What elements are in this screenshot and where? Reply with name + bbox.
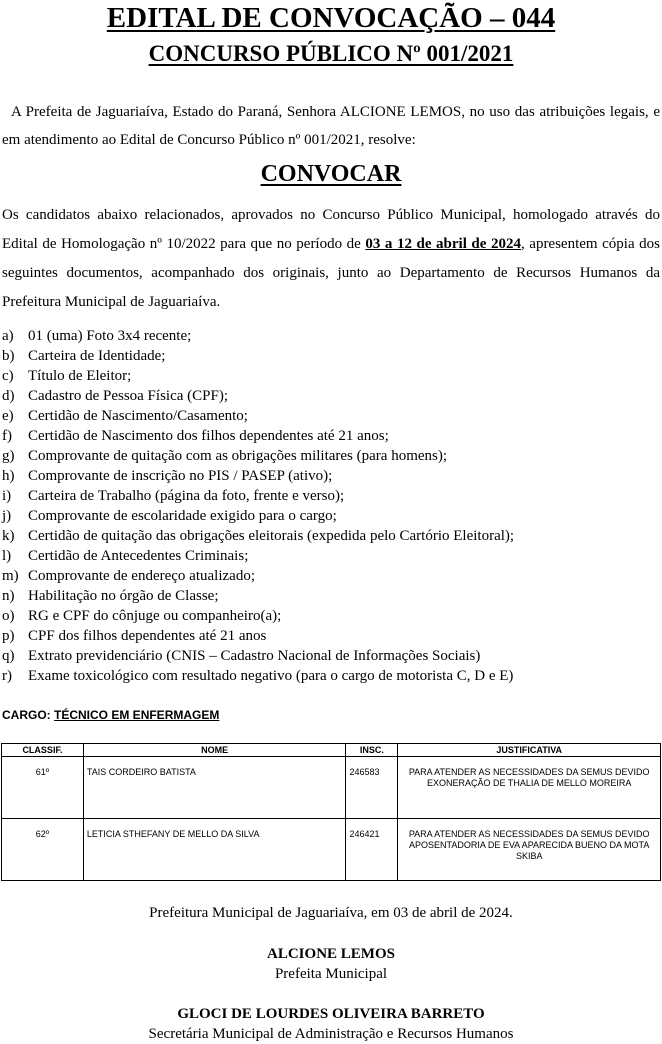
cell-insc: 246583 [346,757,398,819]
list-item: a) 01 (uma) Foto 3x4 recente; [2,328,192,344]
list-item: i) Carteira de Trabalho (página da foto, frente e verso); [2,488,345,504]
body-paragraph: Os candidatos abaixo relacionados, aprovados no Concurso Público Municipal, homologado através do Edital de Homologação nº 10/2022 para que no período de 03 a 12 de abril de 2024, apresentem cópia dos seguintes documentos, acompanhado dos originais, junto ao Departamento de Recursos Humanos da Prefeitura Municipal de Jaguariaíva. [2,207,660,310]
cell-classif: 61º [2,757,84,819]
document-title: EDITAL DE CONVOCAÇÃO – 044 [106,2,556,34]
cell-nome: LETICIA STHEFANY DE MELLO DA SILVA [83,819,346,881]
documents-list [2,326,660,686]
cell-insc: 246421 [346,819,398,881]
cargo-label: CARGO: [2,708,51,722]
list-item: j) Comprovante de escolaridade exigido para o cargo; [2,508,337,524]
list-item: c) Título de Eleitor; [2,368,132,384]
table-row [2,819,661,881]
list-item: r) Exame toxicológico com resultado negativo (para o cargo de motorista C, D e E) [2,668,514,684]
list-item: l) Certidão de Antecedentes Criminais; [2,548,249,564]
list-item: q) Extrato previdenciário (CNIS – Cadastro Nacional de Informações Sociais) [2,648,481,664]
column-header-justificativa: JUSTIFICATIVA [398,744,661,757]
cell-justificativa: PARA ATENDER AS NECESSIDADES DA SEMUS DEVIDO APOSENTADORIA DE EVA APARECIDA BUENO DA MOTA SKIBA [398,819,661,881]
column-header-insc: INSC. [346,744,398,757]
table-header-row [2,744,661,757]
list-item: o) RG e CPF do cônjuge ou companheiro(a); [2,608,282,624]
signature-block-secretary [0,1004,662,1044]
list-item: f) Certidão de Nascimento dos filhos dependentes até 21 anos; [2,428,389,444]
period-highlight: 03 a 12 de abril de 2024 [365,236,521,252]
document-subtitle: CONCURSO PÚBLICO Nº 001/2021 [148,41,514,66]
signatory-role: Prefeita Municipal [274,966,388,982]
list-item: b) Carteira de Identidade; [2,348,166,364]
cell-nome: TAIS CORDEIRO BATISTA [83,757,346,819]
list-item: p) CPF dos filhos dependentes até 21 anos [2,628,267,644]
list-item: n) Habilitação no órgão de Classe; [2,588,219,604]
signatory-role: Secretária Municipal de Administração e Recursos Humanos [148,1026,514,1042]
list-item: g) Comprovante de quitação com as obrigações militares (para homens); [2,448,448,464]
section-heading: CONVOCAR [260,161,402,187]
column-header-nome: NOME [83,744,346,757]
place-and-date: Prefeitura Municipal de Jaguariaíva, em 03 de abril de 2024. [149,905,513,921]
signature-block-mayor [0,944,662,984]
list-item: d) Cadastro de Pessoa Física (CPF); [2,388,228,404]
list-item: m) Comprovante de endereço atualizado; [2,568,255,584]
column-header-classif: CLASSIF. [2,744,84,757]
list-item: e) Certidão de Nascimento/Casamento; [2,408,248,424]
intro-paragraph: A Prefeita de Jaguariaíva, Estado do Paraná, Senhora ALCIONE LEMOS, no uso das atribuições legais, e em atendimento ao Edital de Concurso Público nº 001/2021, resolve: [2,104,660,148]
list-item: k) Certidão de quitação das obrigações eleitorais (expedida pelo Cartório Eleitoral); [2,528,515,544]
signatory-name: GLOCI DE LOURDES OLIVEIRA BARRETO [177,1006,485,1022]
signatory-name: ALCIONE LEMOS [267,946,395,962]
list-item: h) Comprovante de inscrição no PIS / PASEP (ativo); [2,468,333,484]
candidates-table [1,743,661,881]
cell-classif: 62º [2,819,84,881]
cargo-value: TÉCNICO EM ENFERMAGEM [54,708,220,722]
cargo-line [2,707,219,723]
table-row [2,757,661,819]
cell-justificativa: PARA ATENDER AS NECESSIDADES DA SEMUS DEVIDO EXONERAÇÃO DE THALIA DE MELLO MOREIRA [398,757,661,819]
